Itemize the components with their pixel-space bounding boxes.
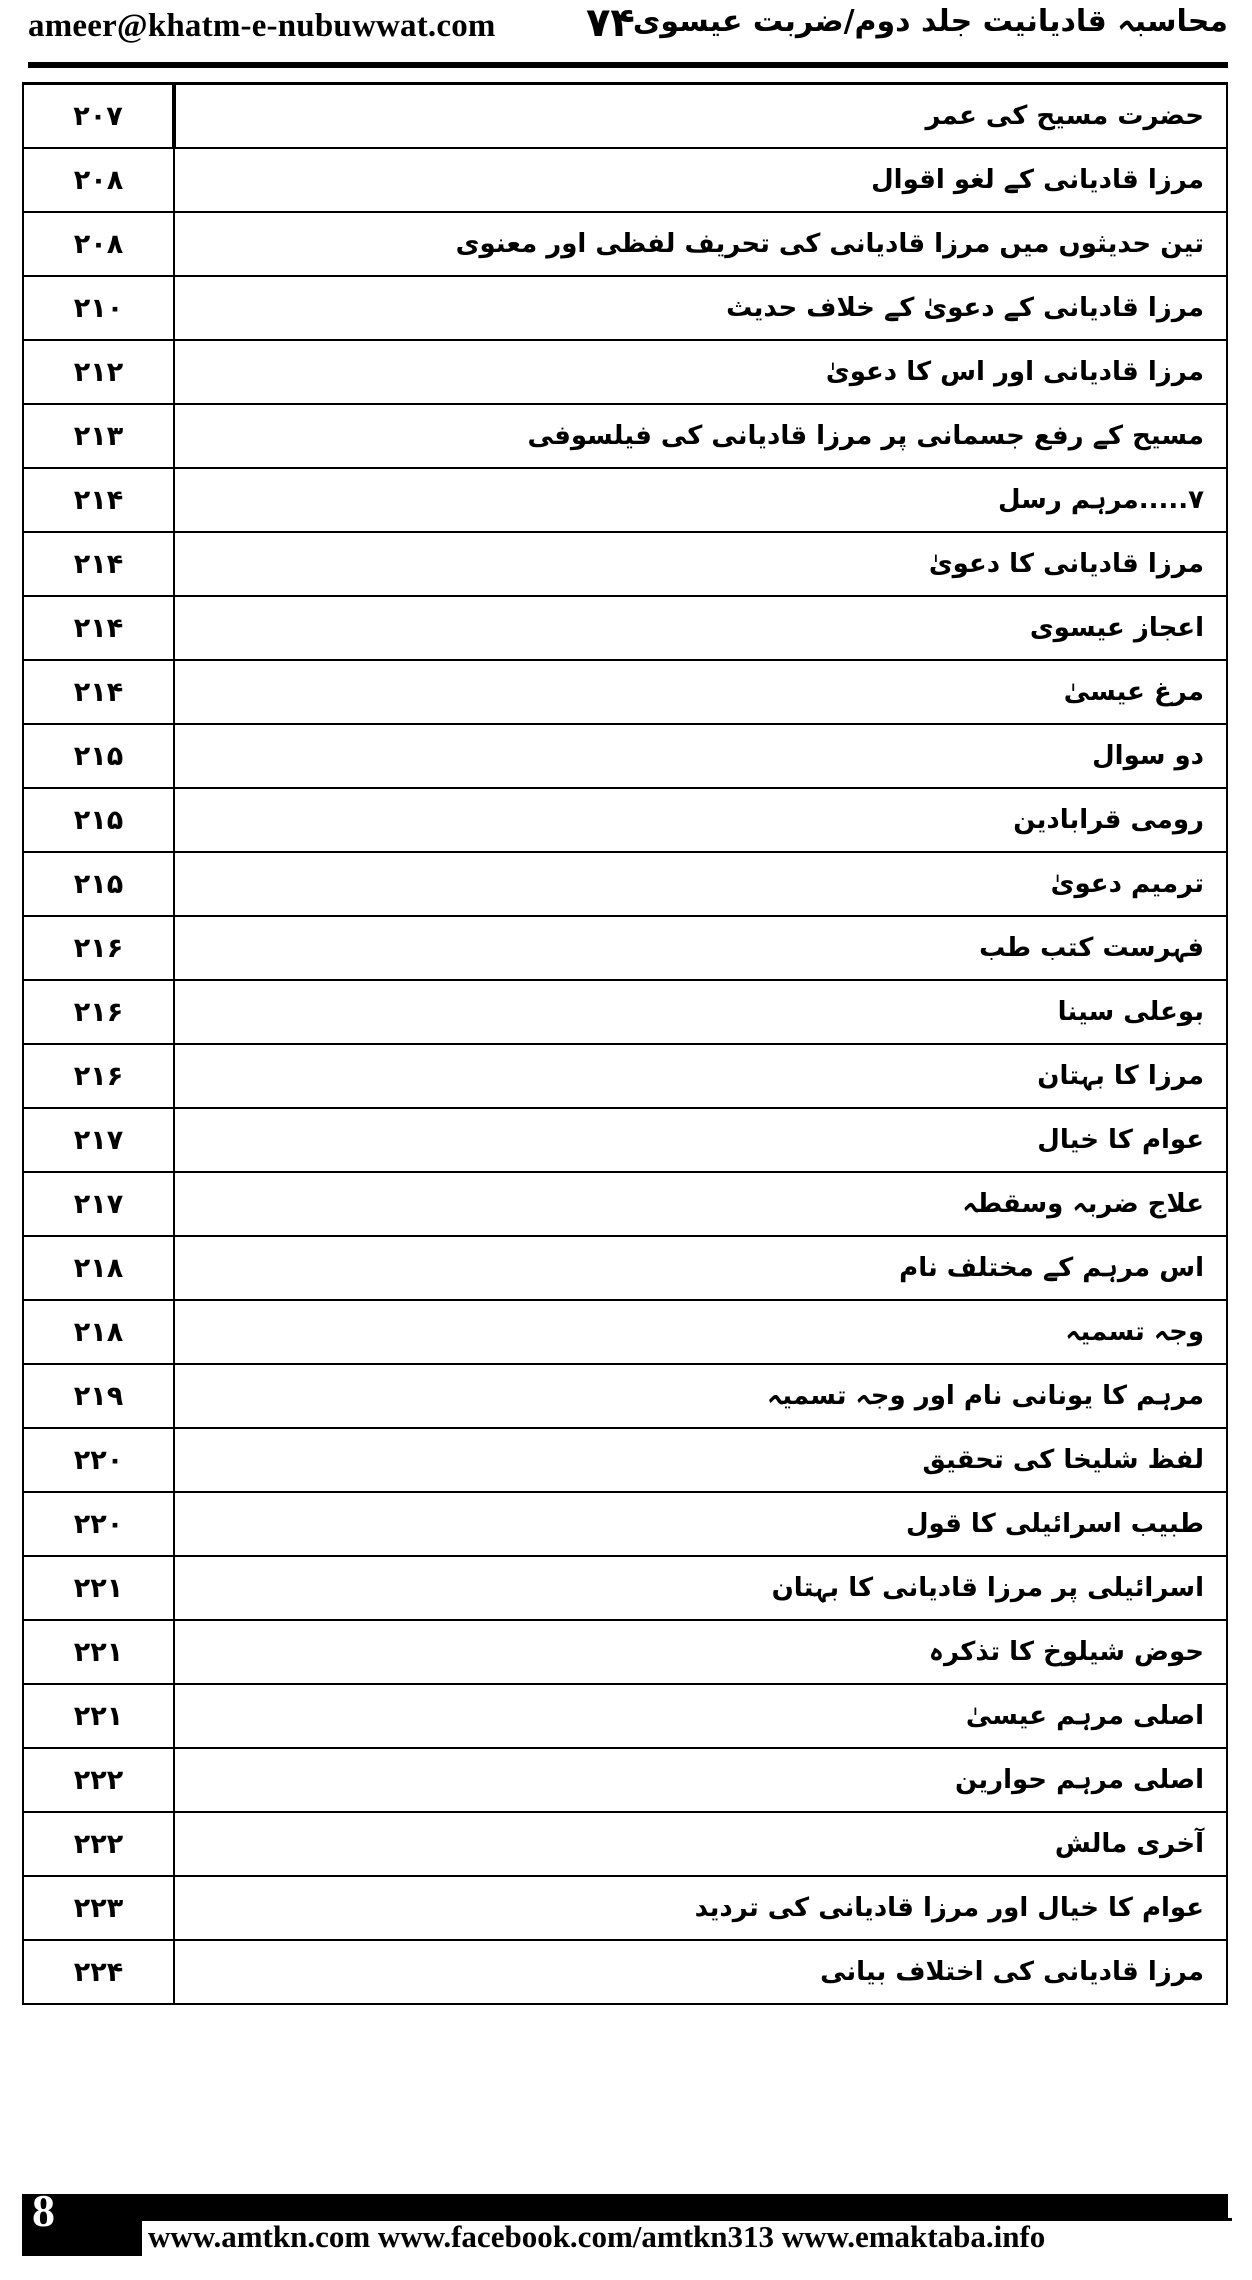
toc-page-number: ۲۲۱ bbox=[23, 1684, 174, 1748]
footer-links: www.amtkn.com www.facebook.com/amtkn313 www.emaktaba.info bbox=[148, 2219, 1046, 2254]
toc-row bbox=[23, 852, 1227, 916]
toc-page-number: ۲۲۳ bbox=[23, 1876, 174, 1940]
toc-row bbox=[23, 1556, 1227, 1620]
toc-page-number: ۲۲۰ bbox=[23, 1492, 174, 1556]
toc-row bbox=[23, 980, 1227, 1044]
toc-row bbox=[23, 340, 1227, 404]
toc-row bbox=[23, 404, 1227, 468]
toc-page-number: ۲۰۸ bbox=[23, 148, 174, 212]
toc-page-number: ۲۲۰ bbox=[23, 1428, 174, 1492]
toc-page-number: ۲۲۲ bbox=[23, 1812, 174, 1876]
toc-page-number: ۲۱۵ bbox=[23, 724, 174, 788]
toc-page-number: ۲۱۲ bbox=[23, 340, 174, 404]
toc-title: اصلی مرہم عیسیٰ bbox=[174, 1684, 1227, 1748]
toc-row bbox=[23, 1684, 1227, 1748]
toc-page-number: ۲۰۸ bbox=[23, 212, 174, 276]
footer-bar bbox=[134, 2194, 1228, 2218]
toc-page-number: ۲۱۴ bbox=[23, 596, 174, 660]
toc-title: عوام کا خیال bbox=[174, 1108, 1227, 1172]
toc-title: حوض شیلوخ کا تذکرہ bbox=[174, 1620, 1227, 1684]
toc-page-number: ۲۱۹ bbox=[23, 1364, 174, 1428]
footer-number: 8 bbox=[32, 2185, 55, 2236]
toc-row bbox=[23, 596, 1227, 660]
toc-title: تین حدیثوں میں مرزا قادیانی کی تحریف لفظی اور معنوی bbox=[174, 212, 1227, 276]
toc-title: مرغ عیسیٰ bbox=[174, 660, 1227, 724]
toc-row bbox=[23, 1300, 1227, 1364]
toc-page-number: ۲۱۶ bbox=[23, 1044, 174, 1108]
toc-page-number: ۲۱۵ bbox=[23, 788, 174, 852]
toc-row bbox=[23, 788, 1227, 852]
toc-title: رومی قرابادین bbox=[174, 788, 1227, 852]
toc-row bbox=[23, 468, 1227, 532]
toc-page-number: ۲۱۵ bbox=[23, 852, 174, 916]
toc-title: مرزا قادیانی کے لغو اقوال bbox=[174, 148, 1227, 212]
toc-page-number: ۲۲۴ bbox=[23, 1940, 174, 2004]
page-header bbox=[28, 0, 1228, 62]
footer-links-box bbox=[142, 2218, 1232, 2258]
toc-title: دو سوال bbox=[174, 724, 1227, 788]
toc-row bbox=[23, 1364, 1227, 1428]
toc-page-number: ۲۲۲ bbox=[23, 1748, 174, 1812]
table-of-contents bbox=[22, 82, 1228, 2005]
toc-row bbox=[23, 276, 1227, 340]
toc-page-number: ۲۱۴ bbox=[23, 532, 174, 596]
toc-title: اسرائیلی پر مرزا قادیانی کا بہتان bbox=[174, 1556, 1227, 1620]
toc-page-number: ۲۲۱ bbox=[23, 1620, 174, 1684]
toc-title: عوام کا خیال اور مرزا قادیانی کی تردید bbox=[174, 1876, 1227, 1940]
toc-title: اعجاز عیسوی bbox=[174, 596, 1227, 660]
toc-row bbox=[23, 1748, 1227, 1812]
toc-page-number: ۲۱۸ bbox=[23, 1236, 174, 1300]
toc-title: حضرت مسیح کی عمر bbox=[174, 84, 1227, 149]
toc-row bbox=[23, 1812, 1227, 1876]
toc-title: وجہ تسمیہ bbox=[174, 1300, 1227, 1364]
toc-title: اس مرہم کے مختلف نام bbox=[174, 1236, 1227, 1300]
toc-row bbox=[23, 1172, 1227, 1236]
toc-page-number: ۲۱۸ bbox=[23, 1300, 174, 1364]
toc-title: مرزا قادیانی کے دعویٰ کے خلاف حدیث bbox=[174, 276, 1227, 340]
toc-title: طبیب اسرائیلی کا قول bbox=[174, 1492, 1227, 1556]
toc-title: مسیح کے رفع جسمانی پر مرزا قادیانی کی فیلسوفی bbox=[174, 404, 1227, 468]
toc-row bbox=[23, 1236, 1227, 1300]
toc-title: مرزا قادیانی کا دعویٰ bbox=[174, 532, 1227, 596]
toc-title: بوعلی سینا bbox=[174, 980, 1227, 1044]
toc-row bbox=[23, 84, 1227, 149]
header-email: ameer@khatm-e-nubuwwat.com bbox=[28, 8, 496, 44]
toc-title: ترمیم دعویٰ bbox=[174, 852, 1227, 916]
toc-row bbox=[23, 148, 1227, 212]
toc-title: ۷.....مرہم رسل bbox=[174, 468, 1227, 532]
toc-title: مرزا قادیانی اور اس کا دعویٰ bbox=[174, 340, 1227, 404]
toc-row bbox=[23, 916, 1227, 980]
toc-row bbox=[23, 212, 1227, 276]
toc-page-number: ۲۲۱ bbox=[23, 1556, 174, 1620]
toc-page-number: ۲۱۴ bbox=[23, 468, 174, 532]
toc-page-number: ۲۱۶ bbox=[23, 916, 174, 980]
toc-row bbox=[23, 724, 1227, 788]
toc-body bbox=[23, 84, 1227, 2005]
toc-title: لفظ شلیخا کی تحقیق bbox=[174, 1428, 1227, 1492]
toc-row bbox=[23, 1428, 1227, 1492]
toc-row bbox=[23, 1492, 1227, 1556]
toc-page-number: ۲۱۷ bbox=[23, 1108, 174, 1172]
toc-page-number: ۲۱۰ bbox=[23, 276, 174, 340]
toc-row bbox=[23, 1044, 1227, 1108]
header-book-title: محاسبہ قادیانیت جلد دوم/ضربت عیسوی bbox=[632, 4, 1228, 39]
toc-row bbox=[23, 1620, 1227, 1684]
toc-title: فہرست کتب طب bbox=[174, 916, 1227, 980]
toc-page-number: ۲۱۳ bbox=[23, 404, 174, 468]
toc-title: آخری مالش bbox=[174, 1812, 1227, 1876]
toc-row bbox=[23, 1940, 1227, 2004]
header-page-number: ۷۴ bbox=[586, 0, 635, 46]
toc-title: مرزا کا بہتان bbox=[174, 1044, 1227, 1108]
toc-page-number: ۲۱۷ bbox=[23, 1172, 174, 1236]
toc-title: اصلی مرہم حوارین bbox=[174, 1748, 1227, 1812]
toc-title: مرزا قادیانی کی اختلاف بیانی bbox=[174, 1940, 1227, 2004]
toc-row bbox=[23, 1108, 1227, 1172]
toc-row bbox=[23, 1876, 1227, 1940]
toc-page-number: ۲۱۴ bbox=[23, 660, 174, 724]
toc-row bbox=[23, 660, 1227, 724]
header-rule bbox=[28, 62, 1228, 68]
toc-row bbox=[23, 532, 1227, 596]
toc-page-number: ۲۱۶ bbox=[23, 980, 174, 1044]
page-footer bbox=[22, 2185, 1228, 2256]
toc-title: مرہم کا یونانی نام اور وجہ تسمیہ bbox=[174, 1364, 1227, 1428]
toc-page-number: ۲۰۷ bbox=[23, 84, 174, 149]
toc-title: علاج ضربہ وسقطہ bbox=[174, 1172, 1227, 1236]
